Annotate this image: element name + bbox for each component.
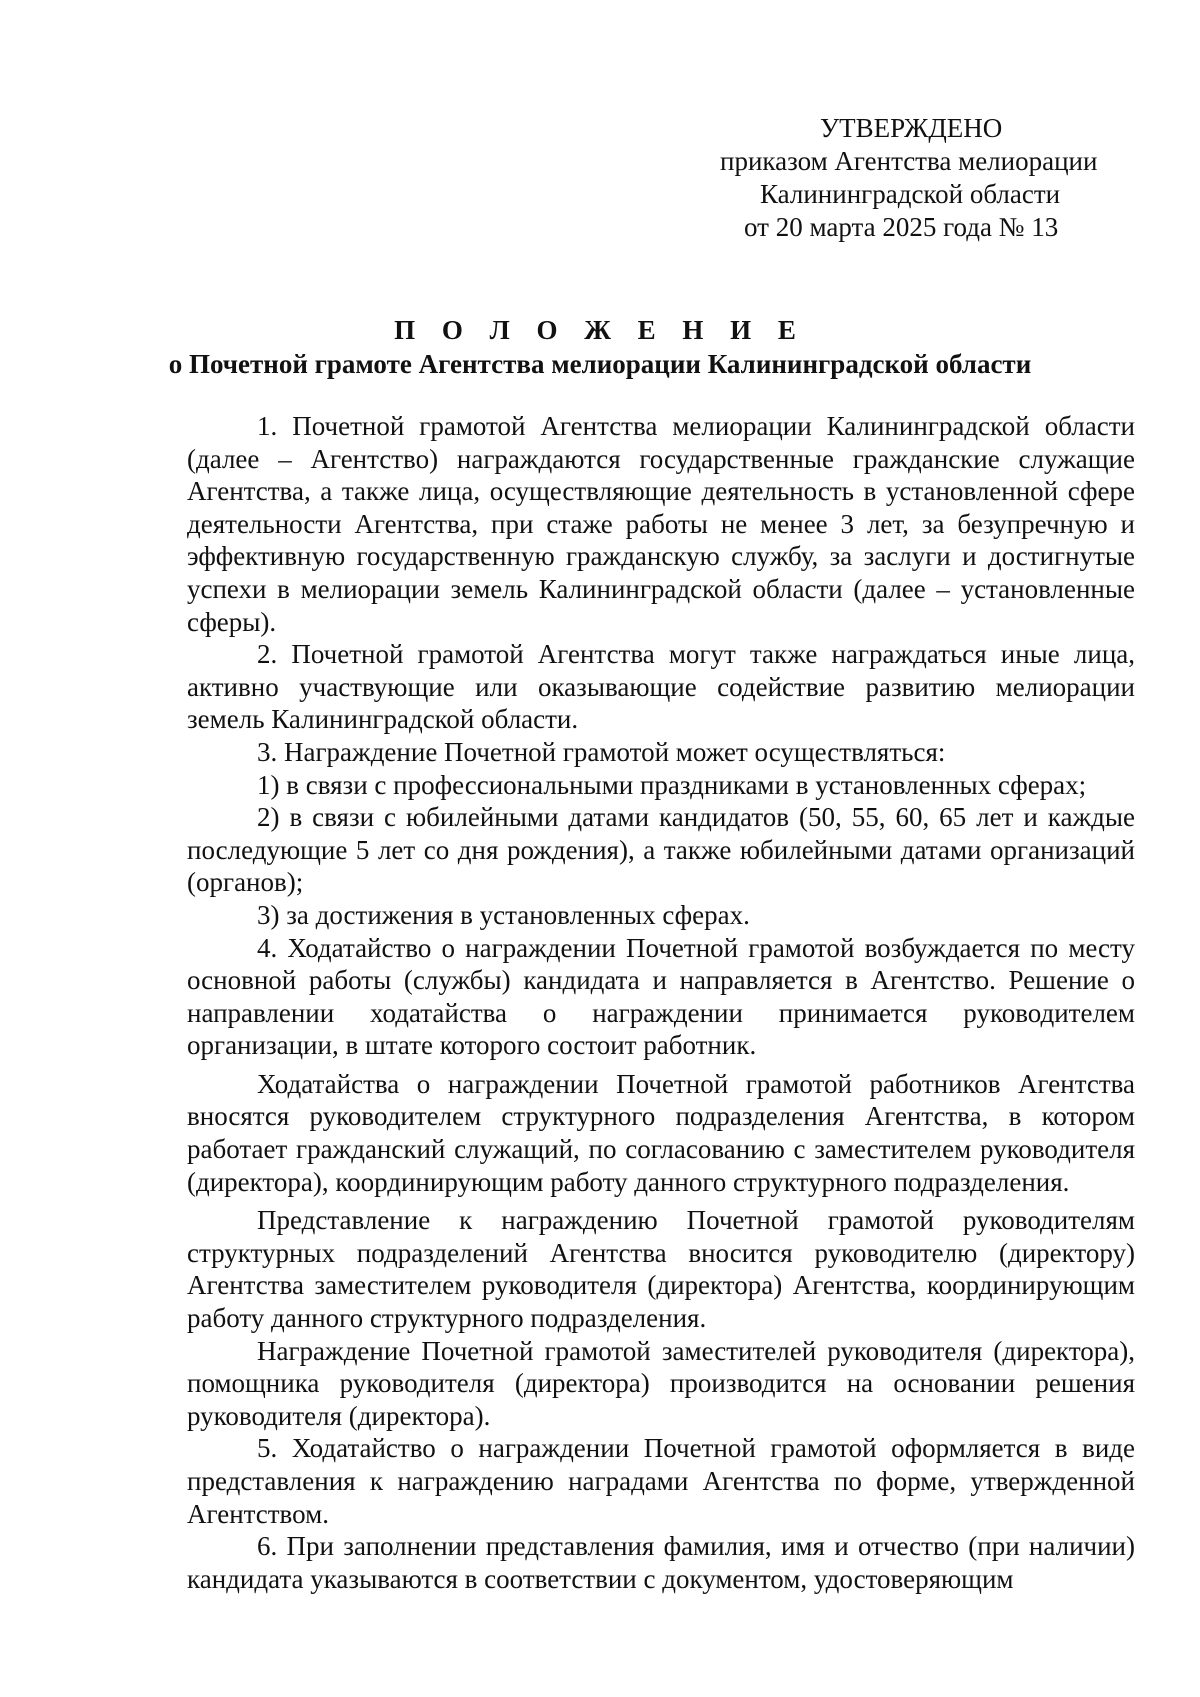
paragraph-5: 5. Ходатайство о награждении Почетной грамотой оформляется в виде представления к награждению наградами Агентства по форме, утвержденной Агентством.	[187, 1433, 1135, 1529]
paragraph-4: 4. Ходатайство о награждении Почетной грамотой возбуждается по месту основной работы (службы) кандидата и направляется в Агентство. Решение о направлении ходатайства о награждении принимается руководителем организации, в штате которого состоит работник.	[187, 932, 1135, 1061]
paragraph-1: 1. Почетной грамотой Агентства мелиорации Калининградской области (далее – Агентство) награждаются государственные гражданские служащие Агентства, а также лица, осуществляющие деятельность в установленной сфере деятельности Агентства, при стаже работы не менее 3 лет, за безупречную и эффективную государственную гражданскую службу, за заслуги и достигнутые успехи в мелиорации земель Калининградской области (далее – установленные сферы).	[187, 411, 1135, 637]
document-body	[187, 410, 1135, 1595]
document-title: П О Л О Ж Е Н И Е	[394, 315, 806, 345]
approval-title: УТВЕРЖДЕНО	[820, 113, 1003, 143]
approval-stamp-block	[700, 112, 1120, 244]
paragraph-6: 6. При заполнении представления фамилия, имя и отчество (при наличии) кандидата указываются в соответствии с документом, удостоверяющим	[187, 1531, 1135, 1594]
paragraph-3-item-2: 2) в связи с юбилейными датами кандидатов (50, 55, 60, 65 лет и каждые последующие 5 лет со дня рождения), а также юбилейными датами организаций (органов);	[187, 802, 1135, 898]
paragraph-3-item-1: 1) в связи с профессиональными праздниками в установленных сферах;	[257, 769, 1087, 800]
approval-date-line: от 20 марта 2025 года № 13	[744, 212, 1059, 242]
document-subtitle: о Почетной грамоте Агентства мелиорации Калининградской области	[168, 349, 1032, 379]
approval-order-line: приказом Агентства мелиорации	[720, 146, 1098, 176]
paragraph-2: 2. Почетной грамотой Агентства могут также награждаться иные лица, активно участвующие или оказывающие содействие развитию мелиорации земель Калининградской области.	[187, 639, 1135, 735]
paragraph-4-deputies: Награждение Почетной грамотой заместителей руководителя (директора), помощника руководителя (директора) производится на основании решения руководителя (директора).	[187, 1335, 1135, 1431]
paragraph-3-item-3: 3) за достижения в установленных сферах.	[257, 899, 750, 930]
approval-region-line: Калининградской области	[760, 179, 1061, 209]
paragraph-4-heads: Представление к награждению Почетной грамотой руководителям структурных подразделений Агентства вносится руководителю (директору) Агентства заместителем руководителя (директора) Агентства, координирующим работу данного структурного подразделения.	[187, 1205, 1135, 1334]
paragraph-3: 3. Награждение Почетной грамотой может осуществляться:	[257, 736, 946, 767]
paragraph-4-employees: Ходатайства о награждении Почетной грамотой работников Агентства вносятся руководителем структурного подразделения Агентства, в котором работает гражданский служащий, по согласованию с заместителем руководителя (директора), координирующим работу данного структурного подразделения.	[187, 1068, 1135, 1197]
